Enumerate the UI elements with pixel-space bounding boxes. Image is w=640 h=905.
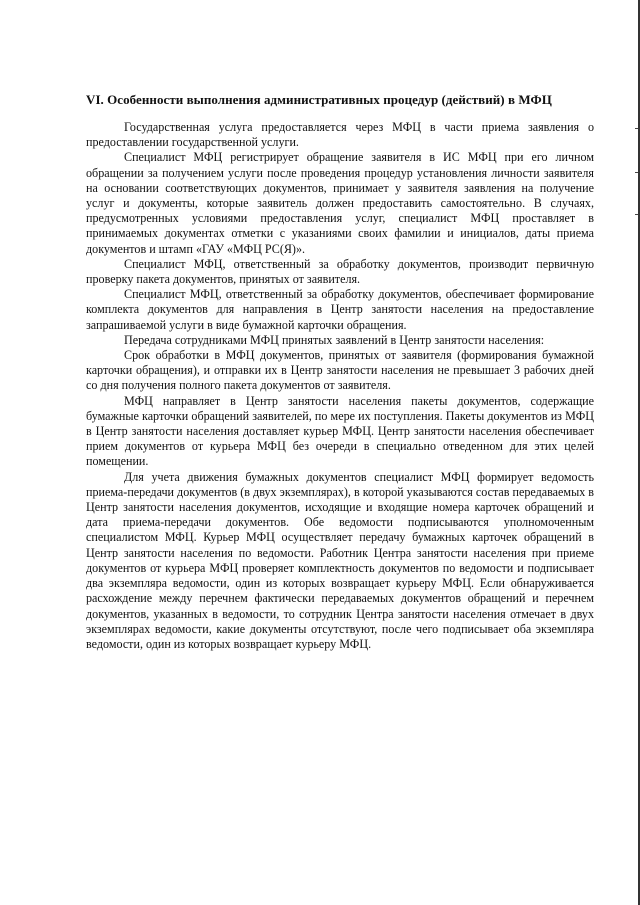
paragraph-5: Передача сотрудниками МФЦ принятых заявлений в Центр занятости населения:: [124, 332, 545, 347]
paragraph-3: Специалист МФЦ, ответственный за обработку документов, производит первичную проверку пакета документов, принятых от заявителя.: [86, 256, 594, 287]
paragraph-7: МФЦ направляет в Центр занятости населения пакеты документов, содержащие бумажные карточки обращений заявителей, по мере их поступления. Пакеты документов из МФЦ в Центр занятости населения доставляет курьер МФЦ. Центр занятости населения обеспечивает прием документов от курьера МФЦ без очереди в специально отведенном для этих целей помещении.: [86, 393, 594, 469]
paragraph-2: Специалист МФЦ регистрирует обращение заявителя в ИС МФЦ при его личном обращении за получением услуги после проведения процедур установления личности заявителя на основании соответствующих документов, принимает у заявителя заявления на получение услуг и документы, которые заявитель должен предоставить самостоятельно. В случаях, предусмотренных условиями предоставления услуг, специалист МФЦ проставляет в принимаемых документах отметки с указаниями своих фамилии и инициалов, даты приема документов и штамп «ГАУ «МФЦ РС(Я)».: [86, 150, 594, 256]
scan-edge-tick: [635, 214, 638, 215]
section-heading: VI. Особенности выполнения административных процедур (действий) в МФЦ: [86, 92, 552, 107]
scan-edge-tick: [635, 128, 638, 129]
paragraph-8: Для учета движения бумажных документов специалист МФЦ формирует ведомость приема-передачи документов (в двух экземплярах), в которой указываются состав передаваемых в Центр занятости населения документов, исходящие и входящие номера карточек обращений и дата приема-передачи документов. Обе ведомости подписываются уполномоченным специалистом МФЦ. Курьер МФЦ осуществляет передачу бумажных карточек обращений в Центр занятости населения по ведомости. Работник Центра занятости населения при приеме документов от курьера МФЦ проверяет комплектность документов по ведомости и подписывает два экземпляра ведомости, один из которых возвращает курьеру МФЦ. Если обнаруживается расхождение между перечнем фактически передаваемых документов обращений и перечнем документов, указанных в ведомости, то сотрудник Центра занятости населения отмечает в двух экземплярах ведомости, какие документы отсутствуют, после чего подписывает оба экземпляра ведомости, один из которых возвращает курьеру МФЦ.: [86, 469, 594, 651]
scan-edge-tick: [635, 172, 638, 173]
document-body: [86, 120, 594, 652]
paragraph-4: Специалист МФЦ, ответственный за обработку документов, обеспечивает формирование комплекта документов для направления в Центр занятости населения на предоставление запрашиваемой услуги в виде бумажной карточки обращения.: [86, 287, 594, 332]
paragraph-6: Срок обработки в МФЦ документов, принятых от заявителя (формирования бумажной карточки обращения), и отправки их в Центр занятости населения не превышает 3 рабочих дней со дня получения полного пакета документов от заявителя.: [86, 348, 594, 393]
paragraph-1: Государственная услуга предоставляется через МФЦ в части приема заявления о предоставлении государственной услуги.: [86, 120, 594, 150]
